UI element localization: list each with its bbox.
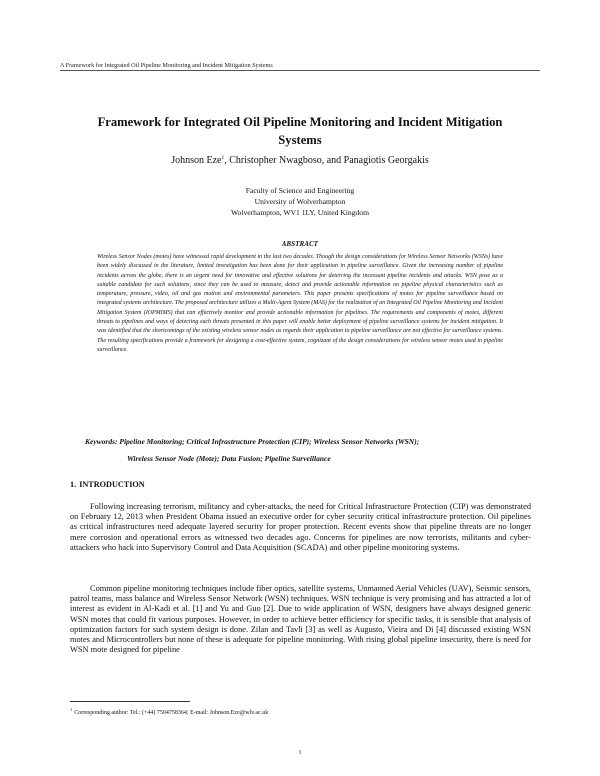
section-number: 1. xyxy=(70,480,77,489)
keywords-line-2: Wireless Sensor Node (Mote); Data Fusion; Pipeline Surveillance xyxy=(127,453,331,463)
section-title: INTRODUCTION xyxy=(79,480,145,489)
footnote xyxy=(70,707,268,716)
author-list xyxy=(60,155,540,166)
running-head: A Framework for Integrated Oil Pipeline Monitoring and Incident Mitigation Systems xyxy=(60,62,273,69)
keywords xyxy=(85,434,515,467)
footnote-text: Corresponding author: Tel.: (+44) 7504758364; E-mail: Johnson.Eze@wlv.ac.uk xyxy=(74,710,269,716)
abstract-heading: ABSTRACT xyxy=(281,241,319,248)
author-footnote-marker: 1 xyxy=(221,155,225,161)
author-first: Johnson Eze xyxy=(171,155,222,166)
header-rule xyxy=(60,70,540,71)
author-others: , Christopher Nwagboso, and Panagiotis Georgakis xyxy=(224,155,429,166)
abstract-text: Wireless Sensor Nodes (motes) have witnessed rapid development in the last two decades. Though the design considerations for Wireless Sensor Networks (WSNs) have been widely discussed in the literature, limited investigation has been done for their application in pipeline surveillance. Given the increasing number of pipeline incidents across the globe, there is an urgent need for innovative and effective solutions for deterring the incessant pipeline incidents and attacks. WSN pose as a suitable candidate for such solutions, since they can be used to measure, detect and provide actionable information on pipeline physical characteristics such as temperature, pressure, video, oil and gas motion and environmental parameters. This paper presents specifications of motes for pipeline surveillance based on integrated systems architecture. The proposed architecture utilizes a Multi-Agent System (MAS) for the realization of an Integrated Oil Pipeline Monitoring and Incident Mitigation System (IOPMIMS) that can effectively monitor and provide actionable information for pipelines. The requirements and components of motes, different threats to pipelines and ways of detecting such threats presented in this paper will enable better deployment of pipeline surveillance systems for incident mitigation. It was identified that the shortcomings of the existing wireless sensor nodes as regards their application to pipeline surveillance are not effective for surveillance systems. The resulting specifications provide a framework for designing a cost-effective system, cognizant of the design considerations for wireless sensor motes used in pipeline surveillance. xyxy=(97,254,503,353)
section-heading-introduction xyxy=(70,480,145,489)
affiliation xyxy=(60,185,540,218)
footnote-marker: 1 xyxy=(70,707,73,712)
footnote-rule xyxy=(70,701,190,702)
intro-paragraph-1: Following increasing terrorism, militancy and cyber-attacks, the need for Critical Infrastructure Protection (CIP) was demonstrated on February 12, 2013 when President Obama issued an executive order for cyber security critical infrastructure protection. Oil pipelines as critical infrastructures need adequate layered security for proper protection. Recent events show that pipeline threats are no longer mere corrosion and operational errors as witnessed two decades ago. Concerns for pipelines are now terrorists, militants and cyber-attackers who hack into Supervisory Control and Data Acquisition (SCADA) and other pipeline monitoring systems. xyxy=(70,502,531,552)
affiliation-address: Wolverhampton, WV1 1LY, United Kingdom xyxy=(231,208,369,217)
paper-title: Framework for Integrated Oil Pipeline Monitoring and Incident Mitigation Systems xyxy=(97,115,503,147)
affiliation-university: University of Wolverhampton xyxy=(254,197,346,206)
affiliation-faculty: Faculty of Science and Engineering xyxy=(245,186,355,195)
page-number: 1 xyxy=(298,750,302,756)
keywords-line-1: Keywords: Pipeline Monitoring; Critical Infrastructure Protection (CIP); Wireless Sensor Networks (WSN); xyxy=(85,437,420,446)
intro-paragraph-2: Common pipeline monitoring techniques include fiber optics, satellite systems, Unmanned Aerial Vehicles (UAV), Seismic sensors, patrol teams, mass balance and Wireless Sensor Network (WSN) techniques. WSN technique is very promising and has attracted a lot of interest as evident in Al-Kadi et al. [1] and Yu and Guo [2]. Due to wide application of WSN, designers have always designed generic WSN motes that could fit various purposes. However, in order to achieve better efficiency for specific tasks, it is sensible that analysis of optimization factors for such system design is done. Zilan and Tavli [3] as well as Augusto, Vieira and Di [4] discussed existing WSN motes and Microcontrollers but none of these is adequate for pipeline monitoring. With rising global pipeline insecurity, there is need for WSN mote designed for pipeline xyxy=(70,584,531,655)
